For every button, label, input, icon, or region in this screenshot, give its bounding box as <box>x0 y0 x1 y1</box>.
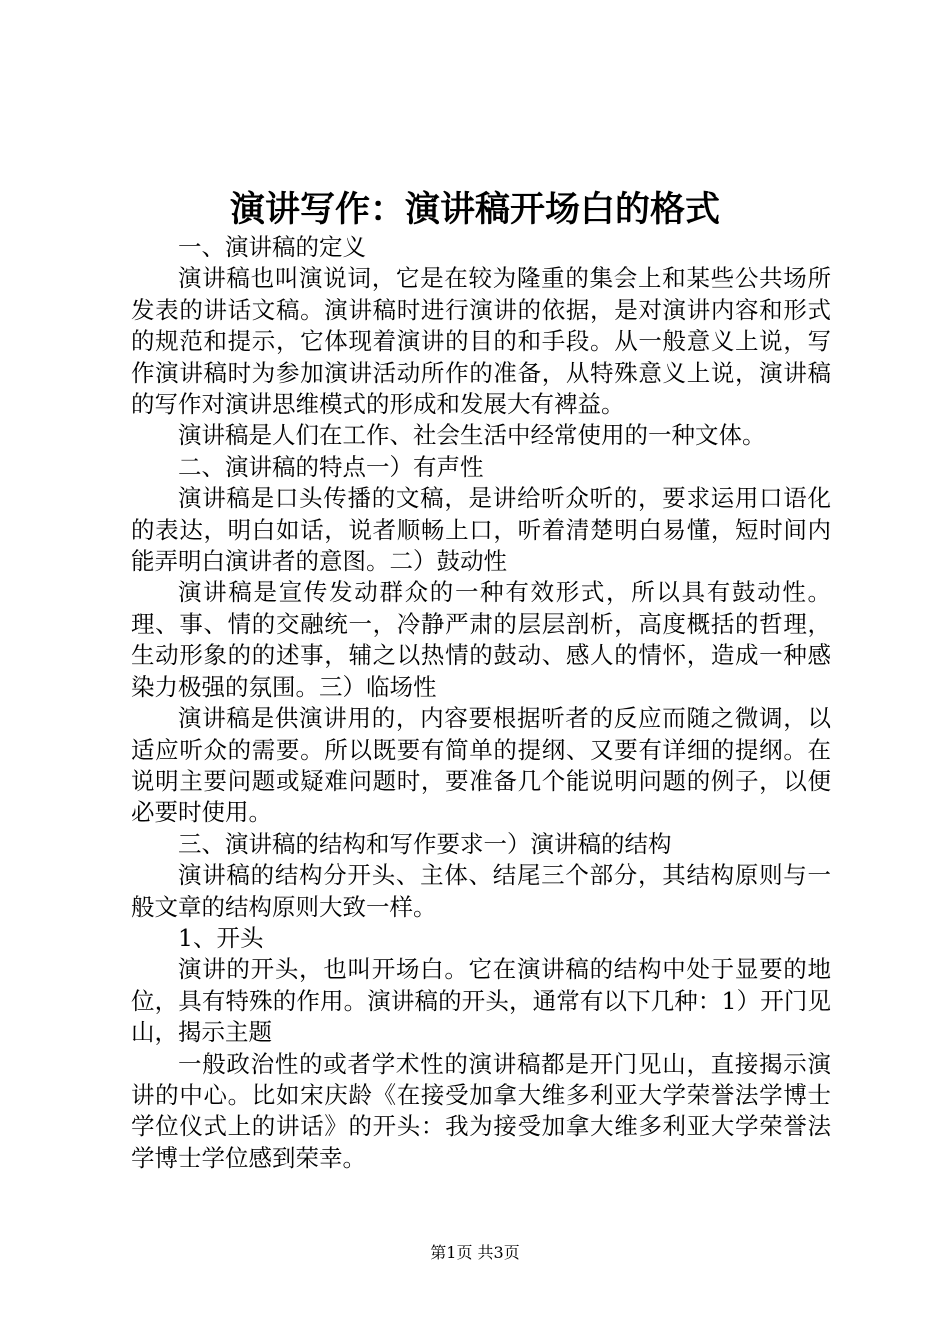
document-title: 演讲写作：演讲稿开场白的格式 <box>229 189 720 230</box>
paragraph: 一般政治性的或者学术性的演讲稿都是开门见山，直接揭示演讲的中心。比如宋庆龄《在接受加拿大维多利亚大学荣誉法学博士学位仪式上的讲话》的开头：我为接受加拿大维多利亚大学荣誉法学博士学位感到荣幸。 <box>131 1049 831 1172</box>
paragraph: 演讲稿的结构分开头、主体、结尾三个部分，其结构原则与一般文章的结构原则大致一样。 <box>131 861 831 921</box>
heading-definition: 一、演讲稿的定义 <box>178 233 366 261</box>
document-body <box>131 232 831 1174</box>
heading-opening: 1、开头 <box>178 923 264 952</box>
heading-structure: 三、演讲稿的结构和写作要求一）演讲稿的结构 <box>178 829 672 858</box>
page-number-footer: 第1页 共3页 <box>430 1243 520 1262</box>
paragraph: 演讲稿也叫演说词，它是在较为隆重的集会上和某些公共场所发表的讲话文稿。演讲稿时进行演讲的依据，是对演讲内容和形式的规范和提示，它体现着演讲的目的和手段。从一般意义上说，写作演讲稿时为参加演讲活动所作的准备，从特殊意义上说，演讲稿的写作对演讲思维模式的形成和发展大有裨益。 <box>131 264 831 419</box>
paragraph: 演讲稿是人们在工作、社会生活中经常使用的一种文体。 <box>178 421 766 450</box>
paragraph: 演讲稿是宣传发动群众的一种有效形式，所以具有鼓动性。理、事、情的交融统一，冷静严肃的层层剖析，高度概括的哲理，生动形象的的述事，辅之以热情的鼓动、感人的情怀，造成一种感染力极强的氛围。三）临场性 <box>131 578 831 701</box>
paragraph: 演讲稿是供演讲用的，内容要根据听者的反应而随之微调，以适应听众的需要。所以既要有简单的提纲、又要有详细的提纲。在说明主要问题或疑难问题时，要准备几个能说明问题的例子，以便必要时使用。 <box>131 704 831 827</box>
heading-features: 二、演讲稿的特点一）有声性 <box>178 452 484 481</box>
paragraph: 演讲稿是口头传播的文稿，是讲给听众听的，要求运用口语化的表达，明白如话，说者顺畅上口，听着清楚明白易懂，短时间内能弄明白演讲者的意图。二）鼓动性 <box>131 484 831 576</box>
paragraph: 演讲的开头，也叫开场白。它在演讲稿的结构中处于显要的地位，具有特殊的作用。演讲稿的开头，通常有以下几种：1）开门见山，揭示主题 <box>131 955 831 1047</box>
